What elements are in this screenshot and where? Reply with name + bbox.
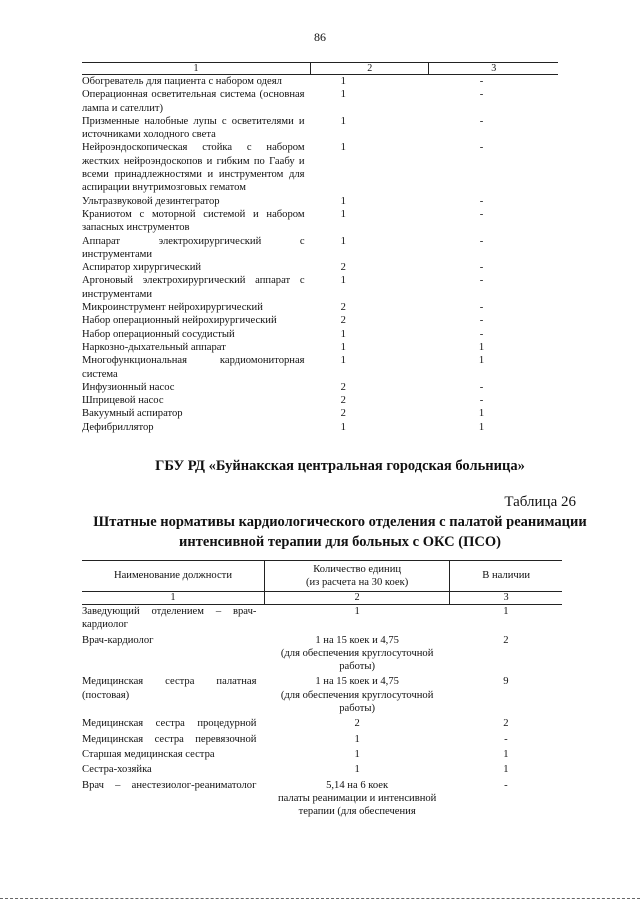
equipment-name: Шприцевой насос <box>82 395 164 407</box>
equipment-quantity: 1 <box>340 208 346 220</box>
column-header: Количество единиц (из расчета на 30 коек) <box>264 561 449 592</box>
table-row <box>82 605 562 634</box>
equipment-quantity: 2 <box>340 408 346 420</box>
equipment-quantity: 2 <box>340 302 346 314</box>
table-row <box>82 341 558 354</box>
staff-available: 2 <box>503 718 509 730</box>
equipment-available: - <box>479 395 484 407</box>
equipment-name: Дефибриллятор <box>82 421 154 433</box>
equipment-available: - <box>479 302 484 314</box>
equipment-available: - <box>479 328 484 340</box>
table-row <box>82 634 562 676</box>
staff-available: 9 <box>503 676 509 688</box>
staff-available: 1 <box>503 606 509 617</box>
equipment-name: Аппарат электрохирургический с инструментами <box>82 235 305 260</box>
equipment-available: - <box>479 235 484 247</box>
equipment-available: 1 <box>478 408 485 420</box>
equipment-available: - <box>479 195 484 207</box>
equipment-available: - <box>479 262 484 274</box>
table-row <box>82 779 562 821</box>
equipment-quantity: 2 <box>340 381 346 393</box>
equipment-name: Обогреватель для пациента с набором одеял <box>82 76 282 87</box>
staff-available: 1 <box>503 764 509 776</box>
equipment-name: Наркозно-дыхательный аппарат <box>82 341 226 353</box>
staff-position: Врач – анестезиолог-реаниматолог <box>82 779 257 791</box>
equipment-name: Набор операционный нейрохирургический <box>82 315 277 327</box>
table-row <box>82 354 558 381</box>
column-number: 1 <box>82 63 311 75</box>
page-number: 86 <box>314 30 326 44</box>
scan-edge-line <box>0 898 640 899</box>
equipment-quantity: 1 <box>340 142 346 154</box>
equipment-quantity: 1 <box>340 421 346 433</box>
equipment-table <box>82 62 558 434</box>
equipment-name: Многофункциональная кардиомониторная система <box>82 355 305 380</box>
table-row <box>82 763 562 778</box>
equipment-name: Краниотом с моторной системой и набором запасных инструментов <box>82 208 305 234</box>
equipment-name: Ультразвуковой дезинтегратор <box>82 195 220 207</box>
table-caption: Штатные нормативы кардиологического отделения с палатой реанимации интенсивной терапии для больных с ОКС (ПСО) <box>93 514 587 550</box>
equipment-quantity: 1 <box>340 355 346 367</box>
table-row <box>82 195 558 208</box>
table-row <box>82 261 558 274</box>
staff-count: 2 <box>354 718 360 730</box>
staff-table-numbers <box>82 592 562 605</box>
table-row <box>82 328 558 341</box>
column-header: Наименование должности <box>82 561 264 592</box>
staff-count: 1 на 15 коек и 4,75 (для обеспечения круглосуточной работы) <box>280 634 434 673</box>
equipment-quantity: 1 <box>340 235 346 247</box>
staff-table <box>82 560 562 820</box>
column-number: 3 <box>450 592 562 605</box>
equipment-name: Аспиратор хирургический <box>82 262 202 274</box>
table-row <box>82 733 562 748</box>
staff-position: Медицинская сестра процедурной <box>82 718 257 730</box>
staff-position: Врач-кардиолог <box>82 634 154 646</box>
table-row <box>82 75 558 89</box>
equipment-name: Нейроэндоскопическая стойка с набором жестких нейроэндоскопов и гибким по Гаабу и всеми принадлежностями и инструментом для аспирации внутримозговых гематом <box>82 142 305 194</box>
equipment-available: - <box>479 275 484 287</box>
equipment-available: 1 <box>478 355 485 367</box>
equipment-available: - <box>479 76 484 87</box>
table-row <box>82 748 562 763</box>
staff-count: 1 на 15 коек и 4,75 (для обеспечения круглосуточной работы) <box>280 676 434 715</box>
equipment-available: - <box>479 315 484 327</box>
staff-count: 1 <box>354 764 360 776</box>
staff-position: Медицинская сестра перевязочной <box>82 733 257 745</box>
equipment-name: Инфузионный насос <box>82 381 175 393</box>
equipment-quantity: 1 <box>340 76 346 87</box>
staff-count: 1 <box>354 748 360 760</box>
equipment-quantity: 1 <box>340 328 346 340</box>
staff-position: Заведующий отделением – врач-кардиолог <box>82 606 257 631</box>
staff-position: Сестра-хозяйка <box>82 764 152 776</box>
equipment-available: - <box>479 89 484 101</box>
equipment-available: - <box>479 115 484 127</box>
table-row <box>82 208 558 235</box>
column-number: 2 <box>264 592 449 605</box>
equipment-available: - <box>479 208 484 220</box>
organization-title: ГБУ РД «Буйнакская центральная городская больница» <box>155 458 525 474</box>
table-row <box>82 301 558 314</box>
staff-position: Медицинская сестра палатная (постовая) <box>82 676 257 701</box>
table-row <box>82 115 558 142</box>
staff-count: 5,14 на 6 коек палаты реанимации и интенсивной терапии (для обеспечения <box>277 779 437 818</box>
table-row <box>82 407 558 420</box>
equipment-quantity: 1 <box>340 275 346 287</box>
table-row <box>82 394 558 407</box>
table-row <box>82 421 558 434</box>
equipment-name: Аргоновый электрохирургический аппарат с инструментами <box>82 275 305 300</box>
table-row <box>82 381 558 394</box>
equipment-available: - <box>479 381 484 393</box>
table-row <box>82 717 562 732</box>
equipment-name: Призменные налобные лупы с осветителями и источниками холодного света <box>82 115 305 141</box>
staff-table-header <box>82 561 562 592</box>
equipment-quantity: 1 <box>340 341 346 353</box>
equipment-available: 1 <box>478 421 485 433</box>
equipment-quantity: 1 <box>340 195 346 207</box>
equipment-table-header <box>82 63 558 75</box>
equipment-name: Набор операционный сосудистый <box>82 328 235 340</box>
table-row <box>82 274 558 301</box>
staff-available: 2 <box>503 634 509 646</box>
staff-position: Старшая медицинская сестра <box>82 748 215 760</box>
staff-available: - <box>504 779 508 791</box>
equipment-name: Микроинструмент нейрохирургический <box>82 302 263 314</box>
column-number: 3 <box>429 63 558 75</box>
equipment-name: Вакуумный аспиратор <box>82 408 183 420</box>
staff-available: 1 <box>503 748 509 760</box>
equipment-quantity: 1 <box>340 89 346 101</box>
table-row <box>82 141 558 194</box>
equipment-quantity: 1 <box>340 115 346 127</box>
column-number: 1 <box>82 592 264 605</box>
equipment-quantity: 2 <box>340 395 346 407</box>
staff-count: 1 <box>354 733 360 745</box>
equipment-name: Операционная осветительная система (основная лампа и сателлит) <box>82 89 305 114</box>
equipment-quantity: 2 <box>340 262 346 274</box>
table-row <box>82 675 562 717</box>
table-label: Таблица 26 <box>504 494 576 510</box>
column-header: В наличии <box>450 561 562 592</box>
table-row <box>82 235 558 262</box>
column-number: 2 <box>311 63 429 75</box>
equipment-available: - <box>479 142 484 154</box>
staff-available: - <box>504 733 508 745</box>
staff-count: 1 <box>354 606 360 617</box>
equipment-quantity: 2 <box>340 315 346 327</box>
equipment-available: 1 <box>478 341 485 353</box>
table-row <box>82 314 558 327</box>
table-row <box>82 88 558 115</box>
